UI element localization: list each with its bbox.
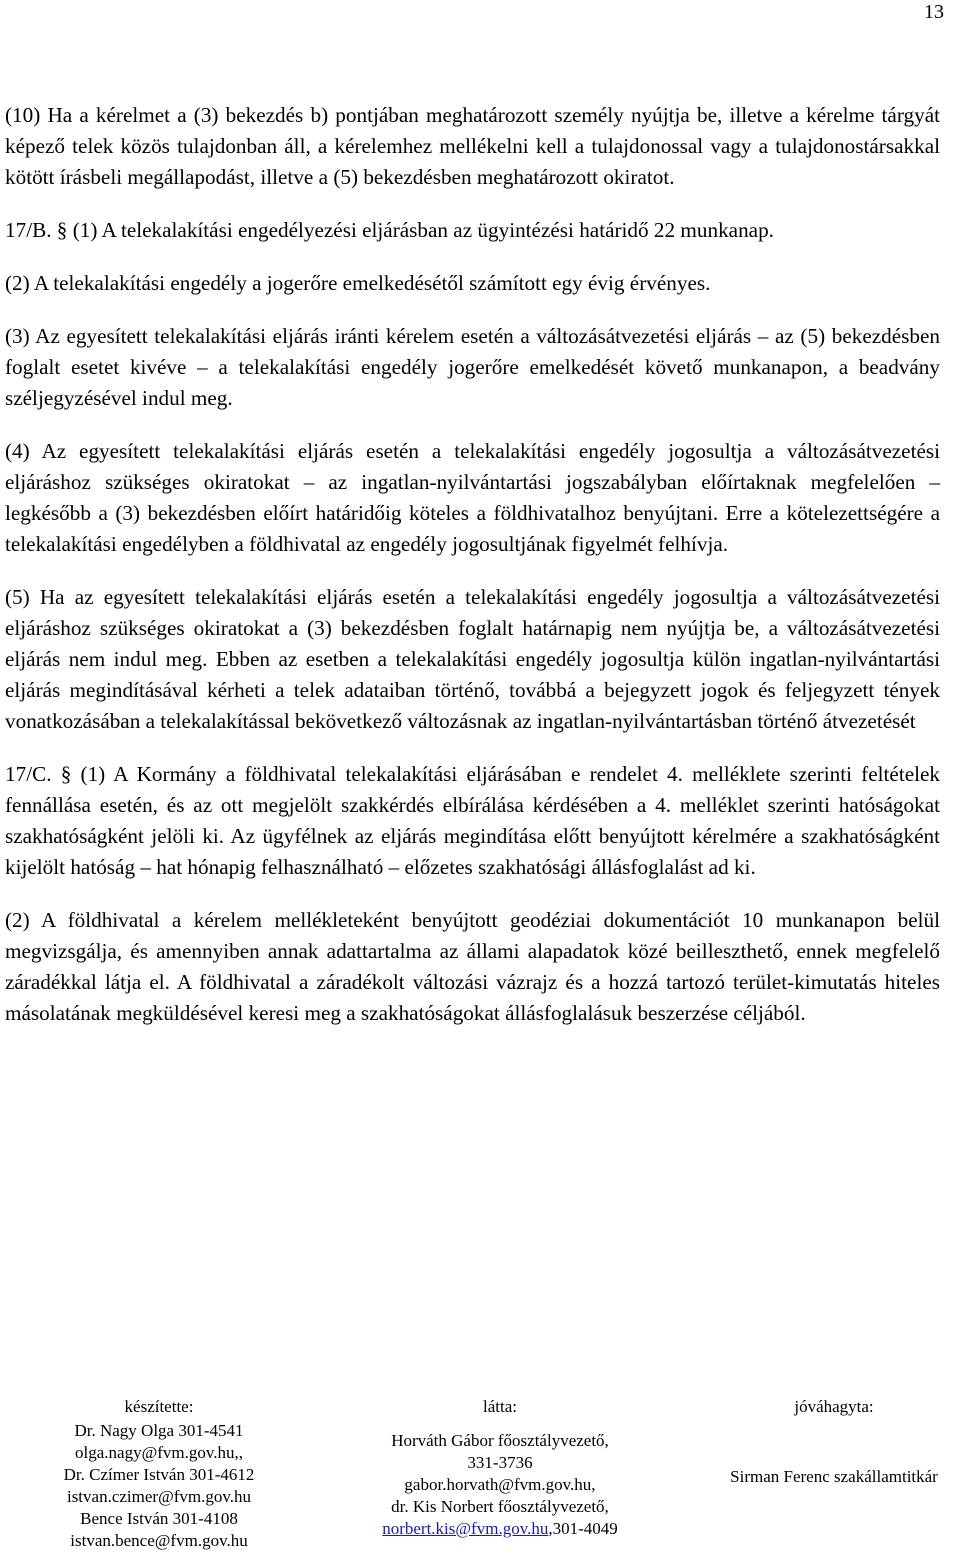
prepared-by-line: Bence István 301-4108 [80,1509,238,1528]
reviewed-by-header: látta: [483,1397,517,1416]
paragraph-17b-4: (4) Az egyesített telekalakítási eljárás esetén a telekalakítási engedély jogosultja a változásátvezetési eljáráshoz szükséges okiratokat – az ingatlan-nyilvántartási jogszabályban előírtaknak megfelelően – legkésőbb a (3) bekezdésben előírt határidőig köteles a földhivatalhoz benyújtani. Erre a kötelezettségére a telekalakítási engedélyben a földhivatal az engedély jogosultjának figyelmét felhívja. [5,439,940,556]
prepared-by-line: olga.nagy@fvm.gov.hu,, [75,1443,243,1462]
paragraph-17c-2: (2) A földhivatal a kérelem mellékleteként benyújtott geodéziai dokumentációt 10 munkanapon belül megvizsgálja, és amennyiben annak adattartalma az állami alapadatok közé beilleszthető, ennek megfelelő záradékkal látja el. A földhivatal a záradékolt változási vázrajz és a hozzá tartozó terület-kimutatás hiteles másolatának megküldésével keresi meg a szakhatóságokat állásfoglalásuk beszerzése céljából. [5,908,940,1025]
paragraph-17b-5: (5) Ha az egyesített telekalakítási eljárás esetén a telekalakítási engedély jogosultja a változásátvezetési eljáráshoz szükséges okiratokat a (3) bekezdésben foglalt határnapig nem nyújtja be, a változásátvezetési eljárás nem indul meg. Ebben az esetben a telekalakítási engedély jogosultja külön ingatlan-nyilvántartási eljárás megindításával kérheti a telek adataiban történő, továbbá a bejegyzett jogok és feljegyzett tények vonatkozásában a telekalakítással bekövetkező változásnak az ingatlan-nyilvántartásban történő átvezetését [5,585,940,733]
reviewed-by-line: gabor.horvath@fvm.gov.hu, [404,1475,596,1494]
reviewed-by-line: dr. Kis Norbert főosztályvezető, [391,1497,609,1516]
approved-by-name: Sirman Ferenc szakállamtitkár [730,1467,938,1486]
prepared-by-header: készítette: [124,1397,194,1416]
paragraph-10: (10) Ha a kérelmet a (3) bekezdés b) pontjában meghatározott személy nyújtja be, illetve a kérelme tárgyát képező telek közös tulajdonban áll, a kérelemhez mellékelni kell a tulajdonossal vagy a tulajdonostársakkal kötött írásbeli megállapodást, illetve a (5) bekezdésben meghatározott okiratot. [5,103,940,189]
paragraph-17b-2: (2) A telekalakítási engedély a jogerőre emelkedésétől számított egy évig érvényes. [5,271,711,295]
prepared-by-line: Dr. Czímer István 301-4612 [63,1465,255,1484]
paragraph-17c-1: 17/C. § (1) A Kormány a földhivatal telekalakítási eljárásában e rendelet 4. melléklete szerinti feltételek fennállása esetén, és az ott megjelölt szakkérdés elbírálása kérdésében a 4. melléklet szerinti hatóságokat szakhatóságként jelöli ki. Az ügyfélnek az eljárás megindítása előtt benyújtott kérelmére a szakhatóságként kijelölt hatóság – hat hónapig felhasználható – előzetes szakhatósági állásfoglalást ad ki. [5,762,940,879]
prepared-by-line: istvan.czimer@fvm.gov.hu [66,1487,252,1506]
signature-footer [0,1396,960,1563]
phone-suffix: ,301-4049 [548,1519,618,1538]
paragraph-17b-3: (3) Az egyesített telekalakítási eljárás iránti kérelem esetén a változásátvezetési eljárás – az (5) bekezdésben foglalt esetet kivéve – a telekalakítási engedély jogerőre emelkedését követő munkanapon, a beadvány széljegyzésével indul meg. [5,324,940,410]
reviewed-by-column [330,1396,670,1540]
reviewed-by-line: 331-3736 [467,1453,533,1472]
reviewed-by-contact [330,1518,670,1540]
approved-by-column [700,1396,960,1488]
reviewed-by-line: Horváth Gábor főosztályvezető, [391,1431,609,1450]
prepared-by-column [28,1396,290,1552]
page-number: 13 [924,1,944,23]
paragraph-17b-1: 17/B. § (1) A telekalakítási engedélyezési eljárásban az ügyintézési határidő 22 munkanap. [5,218,774,242]
approved-by-header: jóváhagyta: [794,1397,874,1416]
prepared-by-line: Dr. Nagy Olga 301-4541 [74,1421,244,1440]
document-body [5,100,940,1051]
prepared-by-line: istvan.bence@fvm.gov.hu [70,1531,248,1550]
email-link[interactable]: norbert.kis@fvm.gov.hu [382,1519,549,1538]
